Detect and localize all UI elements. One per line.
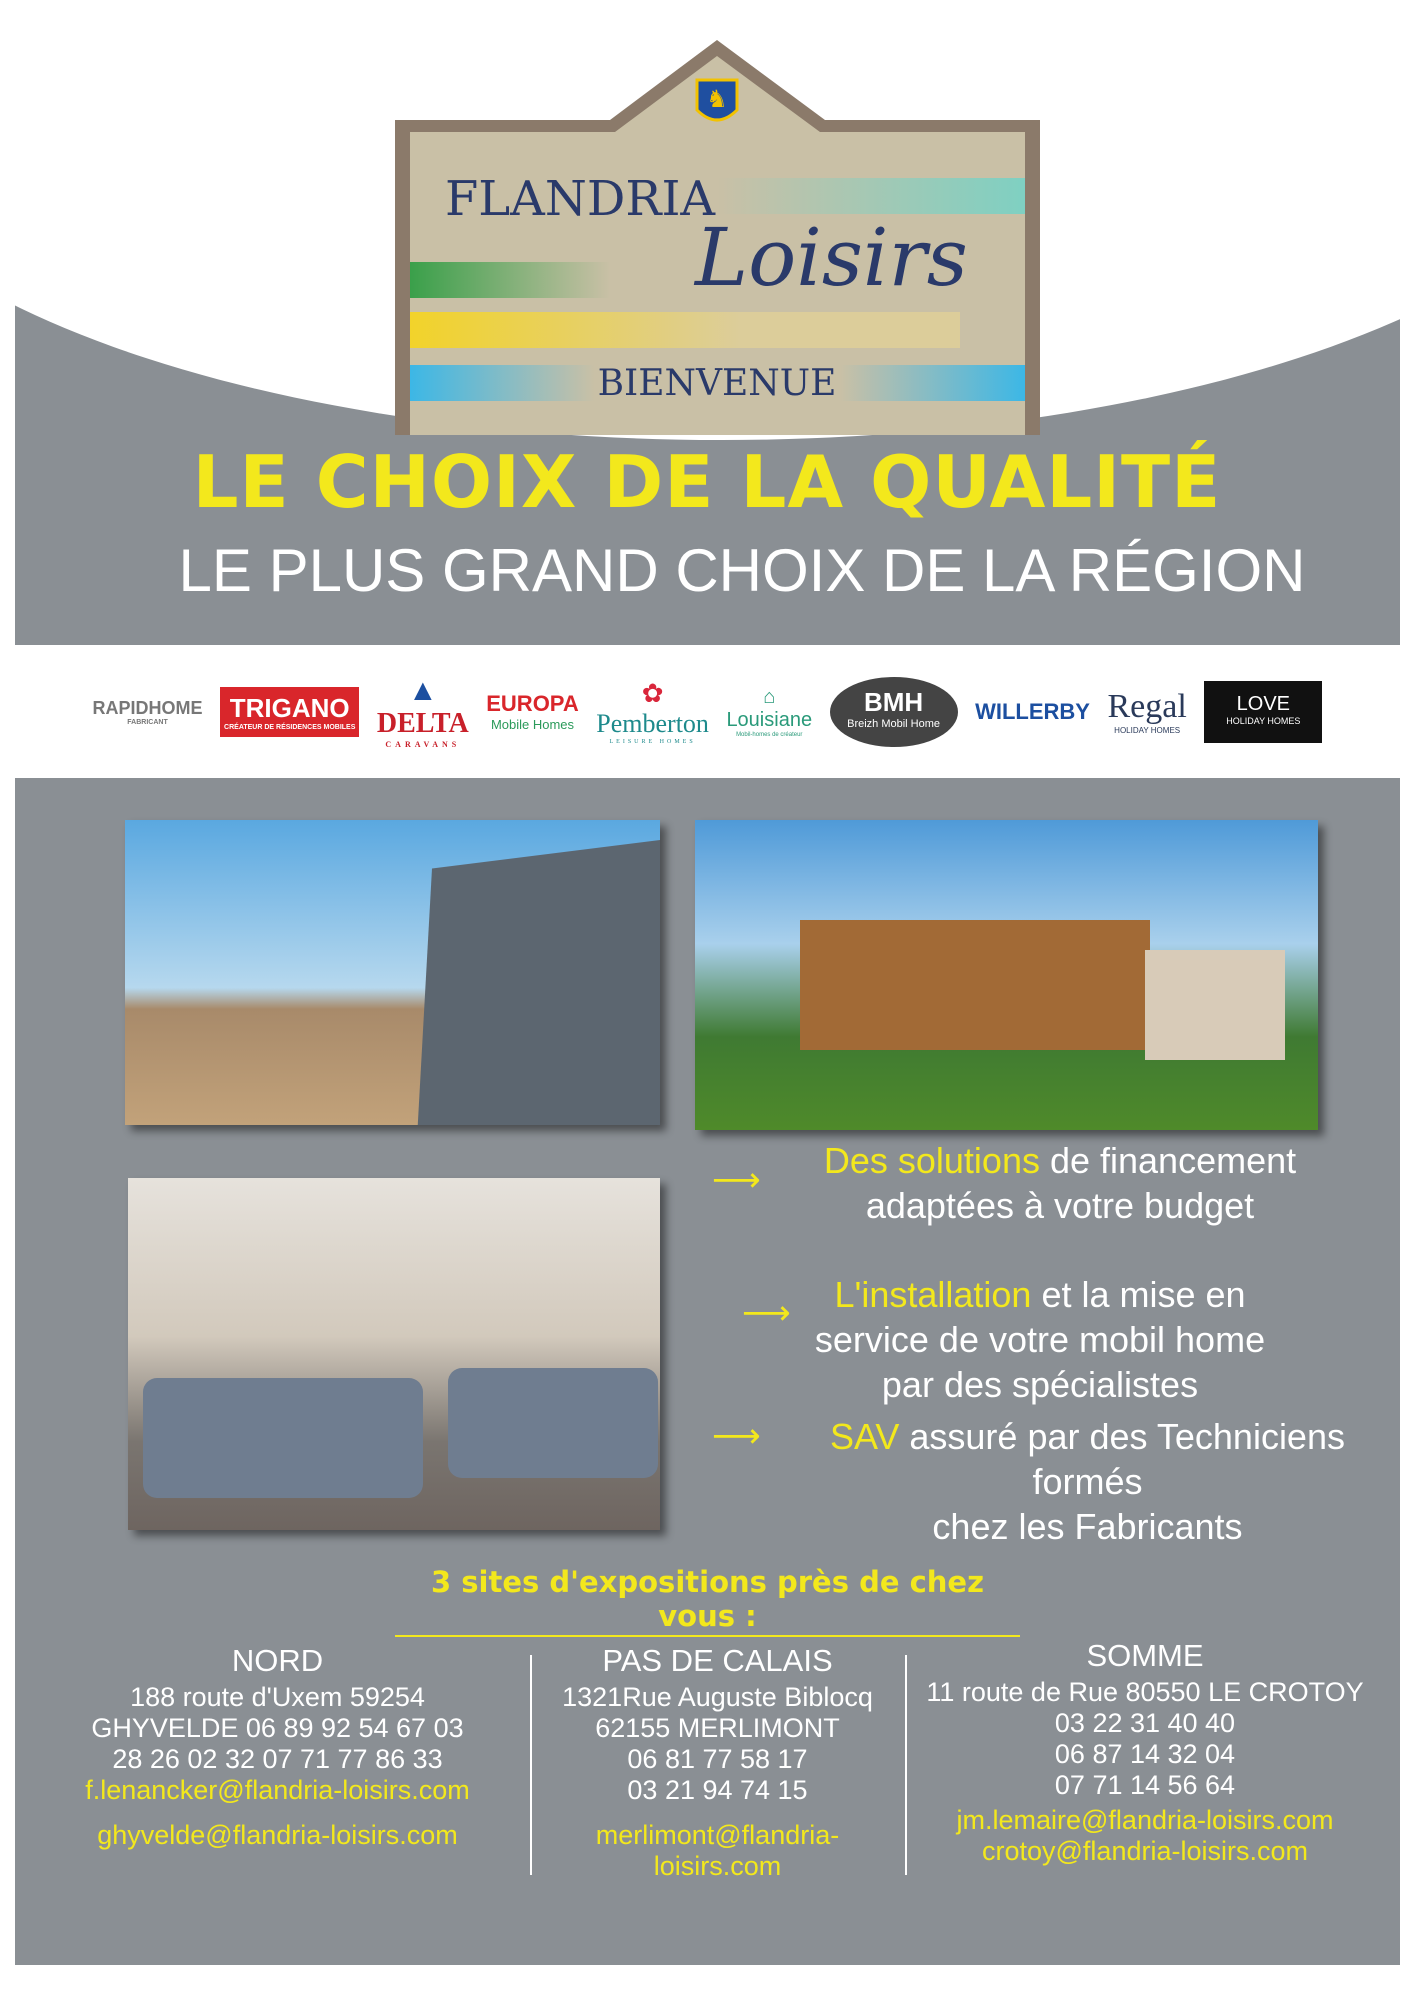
site-region: PAS DE CALAIS — [602, 1643, 833, 1678]
photo-wooden-mobile-home — [695, 820, 1318, 1130]
email-link[interactable]: merlimont@flandria-loisirs.com — [595, 1820, 840, 1881]
email-link[interactable]: crotoy@flandria-loisirs.com — [982, 1836, 1308, 1866]
brand-logo-rapidhome: RAPIDHOME FABRICANT — [92, 697, 203, 726]
column-divider — [530, 1655, 532, 1875]
brand-logo-bmh: BMH Breizh Mobil Home — [830, 677, 958, 747]
brand-logo-europa: EUROPA Mobile Homes — [486, 691, 579, 732]
subheadline: LE PLUS GRAND CHOIX DE LA RÉGION — [178, 537, 1306, 604]
flandria-loisirs-sign-logo — [395, 40, 1040, 435]
brand-logo-regal: Regal HOLIDAY HOMES — [1107, 688, 1187, 735]
sign-welcome: BIENVENUE — [597, 363, 837, 404]
email-link[interactable]: f.lenancker@flandria-loisirs.com — [85, 1775, 470, 1805]
sign-brand-script: Loisirs — [695, 211, 968, 304]
sign-brand-top: FLANDRIA — [445, 171, 716, 227]
bullet-after-sales: SAV assuré par des Techniciens formés chez les Fabricants — [830, 1416, 1345, 1547]
site-pas-de-calais: PAS DE CALAIS 1321Rue Auguste Biblocq 62155 MERLIMONT 06 81 77 58 17 03 21 94 74 15 merlimont@flandria-loisirs.com — [535, 1645, 900, 1882]
site-nord: NORD 188 route d'Uxem 59254 GHYVELDE 06 89 92 54 67 03 28 26 02 32 07 71 77 86 33 f.lenancker@flandria-loisirs.com ghyvelde@flandria-loisirs.com — [70, 1645, 485, 1851]
brand-logo-louisiane: ⌂ Louisiane Mobil-homes de créateur — [726, 685, 813, 738]
site-region: NORD — [231, 1643, 324, 1678]
brand-logos-band — [15, 645, 1400, 778]
arrow-icon: ⟶ — [742, 1293, 791, 1333]
brand-logo-love: LOVE HOLIDAY HOMES — [1204, 681, 1322, 743]
sites-heading: 3 sites d'expositions près de chez vous : — [395, 1565, 1020, 1637]
photo-living-room-interior — [128, 1178, 660, 1530]
email-link[interactable]: jm.lemaire@flandria-loisirs.com — [956, 1805, 1334, 1835]
site-somme: SOMME 11 route de Rue 80550 LE CROTOY 03 22 31 40 40 06 87 14 32 04 07 71 14 56 64 jm.lemaire@flandria-loisirs.com crotoy@flandria-loisirs.com — [915, 1640, 1375, 1867]
email-link[interactable]: ghyvelde@flandria-loisirs.com — [97, 1820, 458, 1850]
bullet-installation: L'installation et la mise en service de votre mobil home par des spécialistes — [814, 1274, 1266, 1405]
headline: LE CHOIX DE LA QUALITÉ — [192, 440, 1222, 524]
brand-logo-delta: ▲ DELTA CARAVANS — [376, 674, 469, 749]
brand-logo-pemberton: ✿ Pemberton LEISURE HOMES — [596, 678, 709, 745]
brand-logo-willerby: WILLERBY — [975, 698, 1090, 724]
bullet-financing: Des solutions de financement adaptées à votre budget — [823, 1140, 1297, 1226]
photo-mobile-home-terrace — [125, 820, 660, 1125]
arrow-icon: ⟶ — [712, 1416, 761, 1456]
svg-text:♞: ♞ — [706, 85, 728, 113]
brand-logo-trigano: TRIGANO CRÉATEUR DE RÉSIDENCES MOBILES — [220, 687, 359, 737]
site-region: SOMME — [1086, 1638, 1204, 1673]
arrow-icon: ⟶ — [712, 1160, 761, 1200]
column-divider — [905, 1655, 907, 1875]
